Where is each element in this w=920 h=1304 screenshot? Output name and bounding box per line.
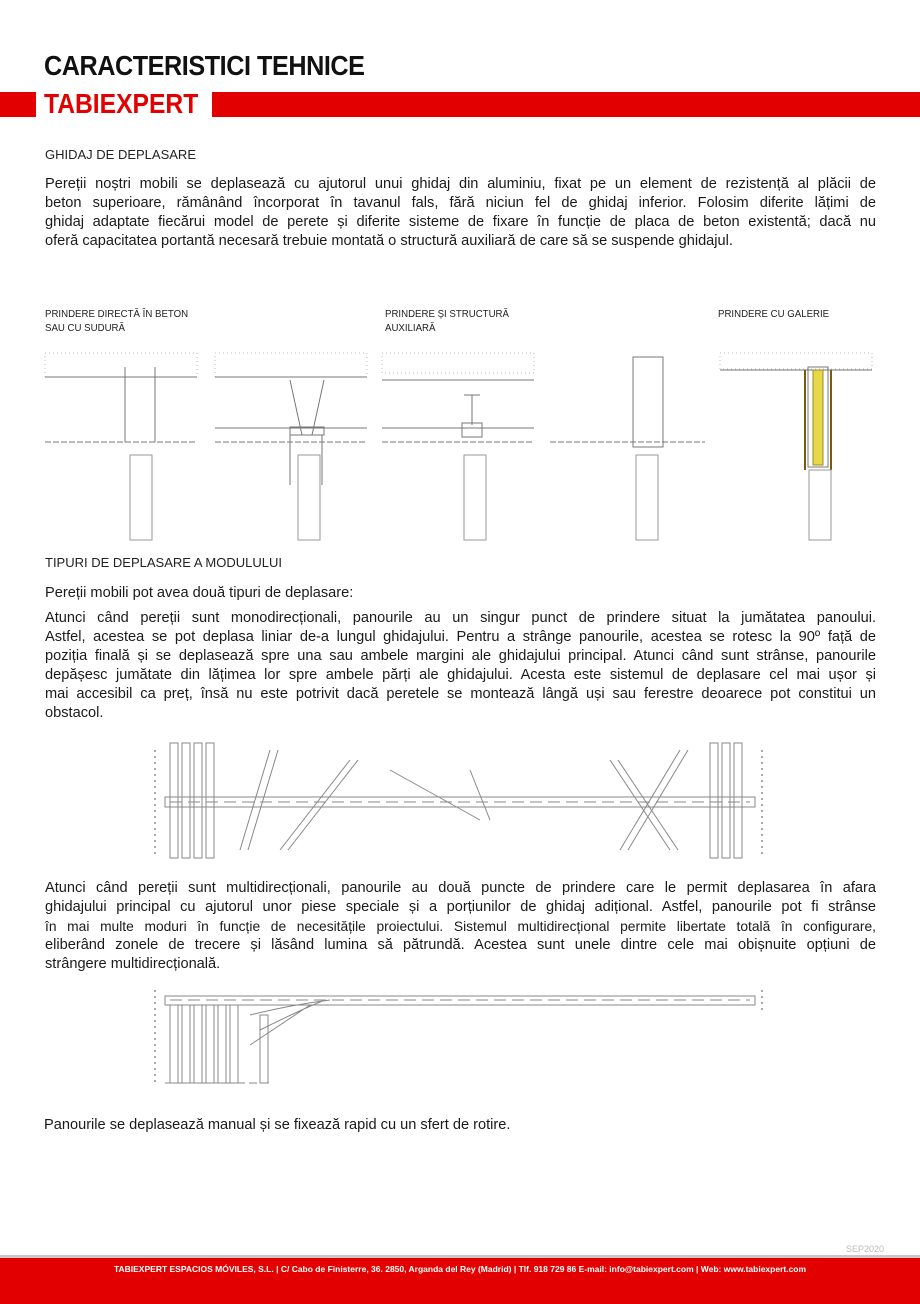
text-line: în mai multe moduri în funcție de necesitățile proiectului. Sistemul multidirecțional permite libertate totală în configurare,	[45, 919, 876, 934]
text-line: depășesc jumătate din lățimea lor spre ambele părți ale ghidajului. Acesta este sistemul de deplasare cel mai ușor și	[45, 667, 876, 683]
text-line: poziția finală și se deplasează spre una sau ambele margini ale ghidajului principal. Atunci când sunt strânse, panourile	[45, 648, 876, 664]
text-line: Atunci când pereții sunt monodirecționali, panourile au un singur punct de prindere situat la jumătatea panoului.	[45, 610, 876, 626]
monodirectional-plan-drawing	[150, 740, 770, 865]
figure-label-direct	[45, 307, 188, 335]
page-title: CARACTERISTICI TEHNICE	[44, 50, 365, 81]
text-line: mai accesibil ca preț, însă nu este potrivit dacă peretele se montează lângă uși sau ferestre deoarece pot constitui un	[45, 686, 876, 702]
multidirectional-plan-drawing	[150, 985, 770, 1090]
brand-name: TABIEXPERT	[44, 88, 199, 119]
footer-contact: TABIEXPERT ESPACIOS MÓVILES, S.L. | C/ Cabo de Finisterre, 36. 2850, Arganda del Rey (Madrid) | Tlf. 918 729 86 E-mail: info@tabiexpert.com | Web: www.tabiexpert.com	[113, 1264, 807, 1274]
closing-text: Panourile se deplasează manual și se fixează rapid cu un sfert de rotire.	[44, 1117, 511, 1133]
label-line: PRINDERE DIRECTĂ ÎN BETON	[45, 308, 189, 320]
date-stamp: SEP2020	[846, 1244, 885, 1254]
paragraph-ghidaj	[45, 175, 876, 251]
label-line: PRINDERE CU GALERIE	[718, 308, 830, 320]
label-line: SAU CU SUDURĂ	[45, 322, 125, 334]
section-heading-ghidaj: GHIDAJ DE DEPLASARE	[45, 147, 196, 162]
mounting-details-drawing	[40, 345, 880, 545]
paragraph-multidirectional	[45, 879, 876, 974]
text-line: Pereții noștri mobili se deplasează cu ajutorul unui ghidaj din aluminiu, fixat pe un element de rezistență al plăcii de	[45, 176, 876, 192]
text-line: oferă capacitatea portantă necesară trebuie montată o structură auxiliară de care să se suspende ghidajul.	[45, 233, 733, 249]
label-line: AUXILIARĂ	[385, 322, 436, 334]
figure-label-gallery	[718, 307, 829, 321]
text-line: Atunci când pereții sunt multidirecționali, panourile au două puncte de prindere care le permit deplasarea în afara	[45, 880, 876, 896]
intro-text: Pereții mobili pot avea două tipuri de deplasare:	[45, 585, 354, 601]
text-line: ghidaj adaptate fiecărui model de perete și diferite sisteme de fixare în funcție de placa de beton existentă; dacă nu	[45, 214, 876, 230]
footer-band	[0, 1255, 920, 1304]
label-line: PRINDERE ȘI STRUCTURĂ	[385, 308, 509, 320]
text-line: eliberând zonele de trecere și lăsând lumina să pătrundă. Acestea sunt unele dintre cele mai obișnuite opțiuni de	[45, 937, 876, 953]
figure-label-auxiliary	[385, 307, 509, 335]
text-line: strângere multidirecțională.	[45, 956, 221, 972]
text-line: obstacol.	[45, 705, 104, 721]
text-line: ghidajului principal cu ajutorul unor piese speciale și a porțiunilor de ghidaj adițional. Astfel, panourile pot fi strânse	[45, 899, 876, 915]
paragraph-monodirectional	[45, 609, 876, 723]
section-heading-tipuri: TIPURI DE DEPLASARE A MODULULUI	[45, 555, 282, 570]
text-line: Astfel, acestea se pot deplasa liniar de-a lungul ghidajului. Pentru a strânge panourile, acestea se rotesc la 90º față de	[45, 629, 876, 645]
text-line: beton superioare, rămânând încorporat în tavanul fals, fără niciun fel de ghidaj inferior. Folosim diferite lățimi de	[45, 195, 876, 211]
